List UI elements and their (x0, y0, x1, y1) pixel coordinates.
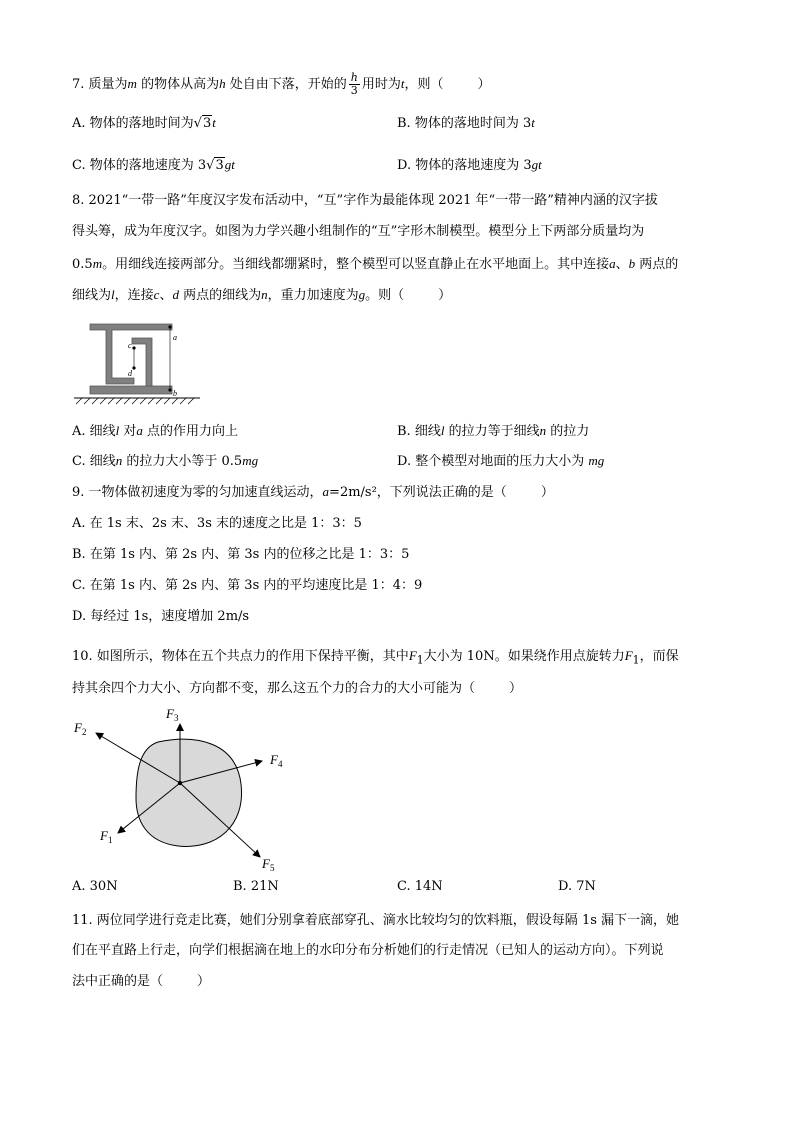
object-body (136, 739, 242, 846)
point-c (132, 346, 135, 349)
label-f2: $F_2$ (74, 720, 87, 737)
q7-option-c[interactable]: C. 物体的落地速度为 3√3gt (72, 157, 235, 173)
label-f5: $F_5$ (262, 856, 275, 873)
q10-option-a[interactable]: A. 30N (72, 879, 118, 894)
q11-stem-line3: 法中正确的是（ ） (72, 974, 211, 989)
q7-stem: 7. 质量为m 的物体从高为h 处自由下落，开始的 $\frac{h}{3}$ 用时为t，则（ ） (72, 71, 491, 97)
point-b (168, 388, 171, 391)
q11-stem-line1: 11. 两位同学进行竞走比赛，她们分别拿着底部穿孔、滴水比较均匀的饮料瓶，假设每隔 1s 漏下一滴，她 (72, 913, 680, 928)
label-b: b (173, 389, 177, 398)
label-f4: $F_4$ (270, 752, 283, 769)
q7-fraction: $\frac{h}{3}$ (350, 71, 358, 97)
q7-option-a[interactable]: A. 物体的落地时间为√3t (72, 115, 216, 131)
q10-option-c[interactable]: C. 14N (397, 879, 443, 894)
label-d: d (128, 369, 132, 378)
q10-stem-line2: 持其余四个力大小、方向都不变，那么这五个力的合力的大小可能为（ ） (72, 681, 523, 696)
q8-option-a[interactable]: A. 细线l 对a 点的作用力向上 (72, 423, 239, 439)
q9-option-a[interactable]: A. 在 1s 末、2s 末、3s 末的速度之比是 1：3：5 (72, 516, 362, 531)
label-c: c (128, 341, 132, 350)
q11-stem-line2: 们在平直路上行走，向学们根据滴在地上的水印分布分析她们的行走情况（已知人的运动方向）。下列说 (72, 943, 664, 958)
q10-option-b[interactable]: B. 21N (233, 879, 279, 894)
q8-option-d[interactable]: D. 整个模型对地面的压力大小为 mg (397, 453, 605, 469)
q7-option-d[interactable]: D. 物体的落地速度为 3gt (397, 157, 542, 173)
label-f1: $F_1$ (100, 828, 113, 845)
lower-model-base (90, 386, 172, 394)
q8-model-figure (72, 318, 202, 408)
q8-option-b[interactable]: B. 细线l 的拉力等于细线n 的拉力 (397, 423, 590, 439)
q9-option-b[interactable]: B. 在第 1s 内、第 2s 内、第 3s 内的位移之比是 1：3：5 (72, 547, 410, 562)
q9-option-d[interactable]: D. 每经过 1s，速度增加 2m/s (72, 609, 250, 624)
q10-forces-figure (66, 702, 296, 874)
q8-option-c[interactable]: C. 细线n 的拉力大小等于 0.5mg (72, 453, 259, 469)
label-a: a (173, 333, 177, 342)
q8-stem-line2: 得头筹，成为年度汉字。如图为力学兴趣小组制作的“互”字形木制模型。模型分上下两部分质量均为 (72, 224, 645, 239)
point-a (168, 325, 171, 328)
q9-option-c[interactable]: C. 在第 1s 内、第 2s 内、第 3s 内的平均速度比是 1：4：9 (72, 578, 423, 593)
q8-stem-line4: 细线为l，连接c、d 两点的细线为n，重力加速度为g。则（ ） (72, 287, 452, 303)
q7-option-b[interactable]: B. 物体的落地时间为 3t (397, 115, 535, 131)
q9-stem: 9. 一物体做初速度为零的匀加速直线运动，a=2m/s²，下列说法正确的是（ ） (72, 484, 554, 500)
q8-stem-line3: 0.5m。用细线连接两部分。当细线都绷紧时，整个模型可以竖直静止在水平地面上。其中连接a、b 两点的 (72, 256, 679, 272)
q10-stem-line1: 10. 如图所示，物体在五个共点力的作用下保持平衡，其中$F_1$大小为 10N。如果绕作用点旋转力$F_1$，而保 (72, 648, 679, 667)
label-f3: $F_3$ (166, 706, 179, 723)
point-d (132, 366, 135, 369)
q10-option-d[interactable]: D. 7N (558, 879, 596, 894)
ground-hatching (76, 398, 194, 404)
lower-model-part (132, 338, 152, 386)
q8-stem-line1: 8. 2021“一带一路”年度汉字发布活动中，“互”字作为最能体现 2021 年“一带一路”精神内涵的汉字拔 (72, 193, 658, 208)
